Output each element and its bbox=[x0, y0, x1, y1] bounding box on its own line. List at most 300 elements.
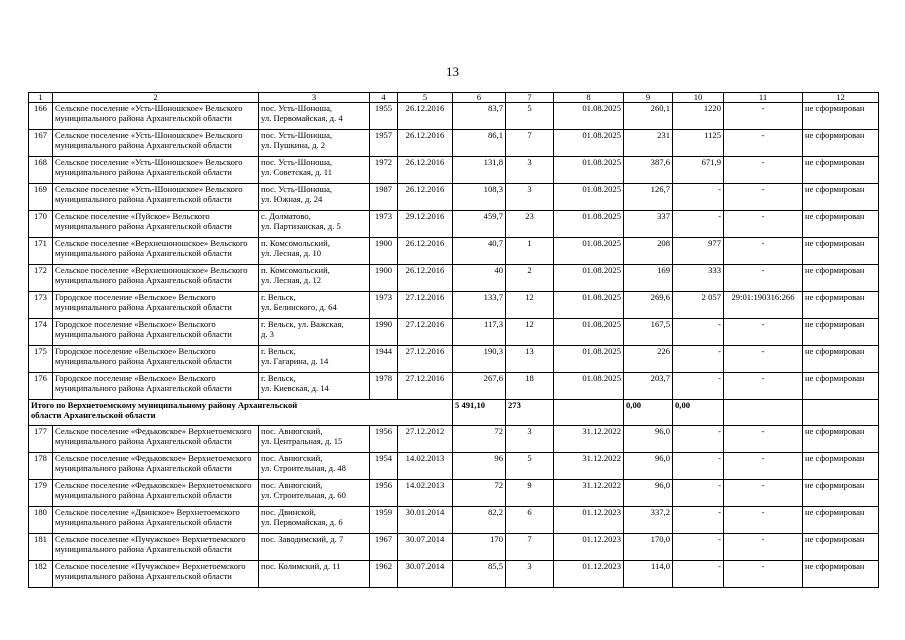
address-line: п. Комсомольский, bbox=[261, 265, 330, 275]
year-cell: 1944 bbox=[370, 346, 398, 373]
col9-cell: 387,6 bbox=[624, 157, 673, 184]
date-cell: 14.02.2013 bbox=[398, 453, 453, 480]
area-cell: 459,7 bbox=[453, 211, 506, 238]
row-number: 169 bbox=[29, 184, 53, 211]
status-cell: не сформирован bbox=[803, 561, 879, 588]
column-number: 6 bbox=[453, 93, 506, 103]
total-col10: 0,00 bbox=[673, 400, 724, 426]
year-cell: 1962 bbox=[370, 561, 398, 588]
col9-cell: 169 bbox=[624, 265, 673, 292]
people-cell: 12 bbox=[506, 292, 554, 319]
people-cell: 9 bbox=[506, 480, 554, 507]
deadline-cell: 01.08.2025 bbox=[554, 292, 624, 319]
cadastral-cell: - bbox=[724, 211, 803, 238]
cadastral-cell: - bbox=[724, 130, 803, 157]
settlement-line: муниципального района Архангельской области bbox=[55, 194, 232, 205]
table-row bbox=[29, 426, 879, 453]
total-empty bbox=[803, 400, 879, 426]
year-cell: 1978 bbox=[370, 373, 398, 400]
table-row bbox=[29, 346, 879, 373]
col9-cell: 96,0 bbox=[624, 453, 673, 480]
settlement-line: Сельское поселение «Усть-Шоношское» Вельского bbox=[55, 184, 243, 194]
cadastral-cell: 29:01:190316:266 bbox=[724, 292, 803, 319]
year-cell: 1900 bbox=[370, 265, 398, 292]
settlement-line: Сельское поселение «Пучужское» Верхнетоемского bbox=[55, 561, 246, 571]
date-cell: 27.12.2012 bbox=[398, 426, 453, 453]
date-cell: 29.12.2016 bbox=[398, 211, 453, 238]
row-number: 173 bbox=[29, 292, 53, 319]
settlement-line: Сельское поселение «Федьковское» Верхнетоемского bbox=[55, 480, 252, 490]
status-cell: не сформирован bbox=[803, 426, 879, 453]
address-cell bbox=[259, 426, 370, 453]
deadline-cell: 01.12.2023 bbox=[554, 507, 624, 534]
settlement-line: Сельское поселение «Верхнешоношское» Вельского bbox=[55, 265, 248, 275]
col10-cell: - bbox=[673, 373, 724, 400]
status-cell: не сформирован bbox=[803, 453, 879, 480]
address-line: пос. Авнюгский, bbox=[261, 426, 323, 436]
col10-cell: - bbox=[673, 453, 724, 480]
col9-cell: 226 bbox=[624, 346, 673, 373]
status-cell: не сформирован bbox=[803, 184, 879, 211]
address-cell bbox=[259, 319, 370, 346]
people-cell: 7 bbox=[506, 534, 554, 561]
col10-cell: 333 bbox=[673, 265, 724, 292]
settlement-line: муниципального района Архангельской области bbox=[55, 329, 232, 340]
settlement-line: Сельское поселение «Усть-Шоношское» Вельского bbox=[55, 130, 243, 140]
address-line: ул. Киевская, д. 14 bbox=[261, 383, 329, 394]
area-cell: 85,5 bbox=[453, 561, 506, 588]
settlement-cell bbox=[53, 211, 259, 238]
cadastral-cell: - bbox=[724, 184, 803, 211]
row-number: 171 bbox=[29, 238, 53, 265]
cadastral-cell: - bbox=[724, 319, 803, 346]
address-cell bbox=[259, 157, 370, 184]
deadline-cell: 31.12.2022 bbox=[554, 480, 624, 507]
people-cell: 3 bbox=[506, 184, 554, 211]
settlement-line: муниципального района Архангельской области bbox=[55, 140, 232, 151]
address-cell bbox=[259, 265, 370, 292]
housing-table bbox=[28, 92, 879, 588]
year-cell: 1900 bbox=[370, 238, 398, 265]
col9-cell: 126,7 bbox=[624, 184, 673, 211]
cadastral-cell: - bbox=[724, 534, 803, 561]
people-cell: 6 bbox=[506, 507, 554, 534]
row-number: 181 bbox=[29, 534, 53, 561]
table-row bbox=[29, 292, 879, 319]
cadastral-cell: - bbox=[724, 157, 803, 184]
area-cell: 86,1 bbox=[453, 130, 506, 157]
row-number: 172 bbox=[29, 265, 53, 292]
cadastral-cell: - bbox=[724, 265, 803, 292]
address-cell bbox=[259, 480, 370, 507]
area-cell: 133,7 bbox=[453, 292, 506, 319]
row-number: 176 bbox=[29, 373, 53, 400]
col9-cell: 337 bbox=[624, 211, 673, 238]
settlement-cell bbox=[53, 561, 259, 588]
row-number: 167 bbox=[29, 130, 53, 157]
status-cell: не сформирован bbox=[803, 319, 879, 346]
column-number: 3 bbox=[259, 93, 370, 103]
people-cell: 13 bbox=[506, 346, 554, 373]
settlement-line: Сельское поселение «Пучужское» Верхнетоемского bbox=[55, 534, 246, 544]
settlement-line: Городское поселение «Вельское» Вельского bbox=[55, 373, 216, 383]
col9-cell: 96,0 bbox=[624, 426, 673, 453]
address-line: ул. Пушкина, д. 2 bbox=[261, 140, 326, 151]
total-empty bbox=[554, 400, 624, 426]
row-number: 178 bbox=[29, 453, 53, 480]
settlement-cell bbox=[53, 373, 259, 400]
year-cell: 1959 bbox=[370, 507, 398, 534]
total-label bbox=[29, 400, 453, 426]
column-number: 11 bbox=[724, 93, 803, 103]
date-cell: 14.02.2013 bbox=[398, 480, 453, 507]
settlement-line: муниципального района Архангельской области bbox=[55, 517, 232, 528]
area-cell: 72 bbox=[453, 426, 506, 453]
row-number: 166 bbox=[29, 103, 53, 130]
cadastral-cell: - bbox=[724, 103, 803, 130]
address-line: пос. Усть-Шоноша, bbox=[261, 103, 333, 113]
address-line: пос. Заводимский, д. 7 bbox=[261, 534, 344, 544]
deadline-cell: 31.12.2022 bbox=[554, 453, 624, 480]
date-cell: 27.12.2016 bbox=[398, 292, 453, 319]
col9-cell: 114,0 bbox=[624, 561, 673, 588]
deadline-cell: 01.08.2025 bbox=[554, 103, 624, 130]
total-empty bbox=[724, 400, 803, 426]
table-row bbox=[29, 157, 879, 184]
status-cell: не сформирован bbox=[803, 238, 879, 265]
address-line: ул. Первомайская, д. 4 bbox=[261, 113, 343, 124]
settlement-line: Сельское поселение «Пуйское» Вельского bbox=[55, 211, 210, 221]
address-cell bbox=[259, 534, 370, 561]
settlement-line: муниципального района Архангельской области bbox=[55, 436, 232, 447]
col10-cell: 1220 bbox=[673, 103, 724, 130]
people-cell: 3 bbox=[506, 561, 554, 588]
date-cell: 30.01.2014 bbox=[398, 507, 453, 534]
address-line: ул. Строительная, д. 48 bbox=[261, 463, 346, 474]
address-line: ул. Белинского, д. 64 bbox=[261, 302, 337, 313]
area-cell: 170 bbox=[453, 534, 506, 561]
address-line: ул. Южная, д. 24 bbox=[261, 194, 323, 205]
address-line: г. Вельск, bbox=[261, 292, 296, 302]
status-cell: не сформирован bbox=[803, 103, 879, 130]
col9-cell: 337,2 bbox=[624, 507, 673, 534]
col9-cell: 96,0 bbox=[624, 480, 673, 507]
year-cell: 1957 bbox=[370, 130, 398, 157]
total-label-line: Итого по Верхнетоемскому муниципальному району Архангельской bbox=[31, 400, 298, 410]
settlement-cell bbox=[53, 184, 259, 211]
col10-cell: - bbox=[673, 561, 724, 588]
settlement-line: муниципального района Архангельской области bbox=[55, 221, 232, 232]
date-cell: 26.12.2016 bbox=[398, 103, 453, 130]
area-cell: 108,3 bbox=[453, 184, 506, 211]
table-row bbox=[29, 561, 879, 588]
year-cell: 1956 bbox=[370, 426, 398, 453]
address-cell bbox=[259, 507, 370, 534]
settlement-line: Городское поселение «Вельское» Вельского bbox=[55, 346, 216, 356]
address-line: с. Долматово, bbox=[261, 211, 311, 221]
address-cell bbox=[259, 103, 370, 130]
settlement-cell bbox=[53, 480, 259, 507]
deadline-cell: 01.08.2025 bbox=[554, 319, 624, 346]
row-number: 174 bbox=[29, 319, 53, 346]
cadastral-cell: - bbox=[724, 373, 803, 400]
deadline-cell: 01.08.2025 bbox=[554, 211, 624, 238]
col10-cell: - bbox=[673, 534, 724, 561]
date-cell: 27.12.2016 bbox=[398, 346, 453, 373]
table-row bbox=[29, 453, 879, 480]
col9-cell: 269,6 bbox=[624, 292, 673, 319]
settlement-line: Сельское поселение «Верхнешоношское» Вельского bbox=[55, 238, 248, 248]
table-row bbox=[29, 534, 879, 561]
deadline-cell: 01.08.2025 bbox=[554, 238, 624, 265]
people-cell: 5 bbox=[506, 103, 554, 130]
address-line: ул. Центральная, д. 15 bbox=[261, 436, 343, 447]
year-cell: 1954 bbox=[370, 453, 398, 480]
settlement-line: Сельское поселение «Усть-Шоношское» Вельского bbox=[55, 157, 243, 167]
status-cell: не сформирован bbox=[803, 373, 879, 400]
col10-cell: 977 bbox=[673, 238, 724, 265]
settlement-line: муниципального района Архангельской области bbox=[55, 275, 232, 286]
col10-cell: - bbox=[673, 346, 724, 373]
status-cell: не сформирован bbox=[803, 346, 879, 373]
settlement-cell bbox=[53, 453, 259, 480]
table-row bbox=[29, 480, 879, 507]
settlement-line: муниципального района Архангельской области bbox=[55, 383, 232, 394]
row-number: 177 bbox=[29, 426, 53, 453]
status-cell: не сформирован bbox=[803, 480, 879, 507]
status-cell: не сформирован bbox=[803, 130, 879, 157]
area-cell: 82,2 bbox=[453, 507, 506, 534]
settlement-line: Сельское поселение «Федьковское» Верхнетоемского bbox=[55, 426, 252, 436]
total-people: 273 bbox=[506, 400, 554, 426]
col10-cell: - bbox=[673, 426, 724, 453]
status-cell: не сформирован bbox=[803, 265, 879, 292]
row-number: 170 bbox=[29, 211, 53, 238]
settlement-cell bbox=[53, 265, 259, 292]
address-cell bbox=[259, 561, 370, 588]
date-cell: 26.12.2016 bbox=[398, 184, 453, 211]
settlement-line: муниципального района Архангельской области bbox=[55, 490, 232, 501]
settlement-line: Сельское поселение «Двинское» Верхнетоемского bbox=[55, 507, 240, 517]
table-row bbox=[29, 130, 879, 157]
address-cell bbox=[259, 130, 370, 157]
column-number: 5 bbox=[398, 93, 453, 103]
col10-cell: - bbox=[673, 184, 724, 211]
cadastral-cell: - bbox=[724, 561, 803, 588]
deadline-cell: 01.12.2023 bbox=[554, 534, 624, 561]
year-cell: 1973 bbox=[370, 211, 398, 238]
total-area: 5 491,10 bbox=[453, 400, 506, 426]
table-row bbox=[29, 184, 879, 211]
cadastral-cell: - bbox=[724, 453, 803, 480]
date-cell: 27.12.2016 bbox=[398, 373, 453, 400]
address-cell bbox=[259, 292, 370, 319]
address-cell bbox=[259, 373, 370, 400]
deadline-cell: 01.08.2025 bbox=[554, 346, 624, 373]
address-line: ул. Гагарина, д. 14 bbox=[261, 356, 329, 367]
address-line: д. 3 bbox=[261, 329, 274, 340]
address-line: ул. Строительная, д. 60 bbox=[261, 490, 346, 501]
column-number: 2 bbox=[53, 93, 259, 103]
people-cell: 12 bbox=[506, 319, 554, 346]
address-cell bbox=[259, 211, 370, 238]
settlement-cell bbox=[53, 319, 259, 346]
address-line: пос. Колимский, д. 11 bbox=[261, 561, 341, 571]
year-cell: 1967 bbox=[370, 534, 398, 561]
deadline-cell: 01.08.2025 bbox=[554, 373, 624, 400]
address-line: ул. Лесная, д. 12 bbox=[261, 275, 322, 286]
area-cell: 117,3 bbox=[453, 319, 506, 346]
people-cell: 3 bbox=[506, 157, 554, 184]
page-number: 13 bbox=[446, 64, 459, 79]
address-line: п. Комсомольский, bbox=[261, 238, 330, 248]
status-cell: не сформирован bbox=[803, 534, 879, 561]
table-row bbox=[29, 319, 879, 346]
status-cell: не сформирован bbox=[803, 157, 879, 184]
date-cell: 30.07.2014 bbox=[398, 561, 453, 588]
area-cell: 40,7 bbox=[453, 238, 506, 265]
status-cell: не сформирован bbox=[803, 507, 879, 534]
row-number: 179 bbox=[29, 480, 53, 507]
address-line: г. Вельск, bbox=[261, 346, 296, 356]
column-number-row bbox=[29, 93, 879, 103]
settlement-line: муниципального района Архангельской области bbox=[55, 571, 232, 582]
table-row bbox=[29, 103, 879, 130]
address-line: г. Вельск, ул. Важская, bbox=[261, 319, 344, 329]
year-cell: 1956 bbox=[370, 480, 398, 507]
cadastral-cell: - bbox=[724, 480, 803, 507]
table-row bbox=[29, 211, 879, 238]
deadline-cell: 01.08.2025 bbox=[554, 184, 624, 211]
deadline-cell: 31.12.2022 bbox=[554, 426, 624, 453]
date-cell: 26.12.2016 bbox=[398, 265, 453, 292]
address-line: г. Вельск, bbox=[261, 373, 296, 383]
year-cell: 1973 bbox=[370, 292, 398, 319]
address-cell bbox=[259, 238, 370, 265]
col10-cell: 2 057 bbox=[673, 292, 724, 319]
settlement-cell bbox=[53, 130, 259, 157]
deadline-cell: 01.08.2025 bbox=[554, 130, 624, 157]
settlement-line: муниципального района Архангельской области bbox=[55, 463, 232, 474]
row-number: 175 bbox=[29, 346, 53, 373]
col10-cell: - bbox=[673, 319, 724, 346]
date-cell: 27.12.2016 bbox=[398, 319, 453, 346]
year-cell: 1955 bbox=[370, 103, 398, 130]
settlement-cell bbox=[53, 426, 259, 453]
address-line: ул. Лесная, д. 10 bbox=[261, 248, 322, 259]
column-number: 7 bbox=[506, 93, 554, 103]
address-line: ул. Советская, д. 11 bbox=[261, 167, 333, 178]
address-line: ул. Партизанская, д. 5 bbox=[261, 221, 341, 232]
date-cell: 26.12.2016 bbox=[398, 238, 453, 265]
settlement-cell bbox=[53, 157, 259, 184]
date-cell: 26.12.2016 bbox=[398, 157, 453, 184]
col9-cell: 208 bbox=[624, 238, 673, 265]
settlement-line: Сельское поселение «Усть-Шоношское» Вельского bbox=[55, 103, 243, 113]
row-number: 180 bbox=[29, 507, 53, 534]
address-line: пос. Усть-Шоноша, bbox=[261, 157, 333, 167]
year-cell: 1987 bbox=[370, 184, 398, 211]
settlement-cell bbox=[53, 534, 259, 561]
people-cell: 1 bbox=[506, 238, 554, 265]
col9-cell: 231 bbox=[624, 130, 673, 157]
col10-cell: - bbox=[673, 507, 724, 534]
area-cell: 190,3 bbox=[453, 346, 506, 373]
address-line: пос. Усть-Шоноша, bbox=[261, 130, 333, 140]
area-cell: 131,8 bbox=[453, 157, 506, 184]
row-number: 168 bbox=[29, 157, 53, 184]
status-cell: не сформирован bbox=[803, 292, 879, 319]
area-cell: 267,6 bbox=[453, 373, 506, 400]
area-cell: 40 bbox=[453, 265, 506, 292]
settlement-line: муниципального района Архангельской области bbox=[55, 302, 232, 313]
cadastral-cell: - bbox=[724, 507, 803, 534]
col10-cell: 1125 bbox=[673, 130, 724, 157]
settlement-cell bbox=[53, 238, 259, 265]
column-number: 12 bbox=[803, 93, 879, 103]
column-number: 9 bbox=[624, 93, 673, 103]
settlement-line: муниципального района Архангельской области bbox=[55, 167, 232, 178]
cadastral-cell: - bbox=[724, 238, 803, 265]
date-cell: 26.12.2016 bbox=[398, 130, 453, 157]
area-cell: 83,7 bbox=[453, 103, 506, 130]
table-row bbox=[29, 265, 879, 292]
cadastral-cell: - bbox=[724, 426, 803, 453]
table-row bbox=[29, 507, 879, 534]
settlement-line: Сельское поселение «Федьковское» Верхнетоемского bbox=[55, 453, 252, 463]
total-row bbox=[29, 400, 879, 426]
settlement-line: Городское поселение «Вельское» Вельского bbox=[55, 319, 216, 329]
column-number: 10 bbox=[673, 93, 724, 103]
settlement-cell bbox=[53, 103, 259, 130]
settlement-line: муниципального района Архангельской области bbox=[55, 248, 232, 259]
address-cell bbox=[259, 346, 370, 373]
total-col9: 0,00 bbox=[624, 400, 673, 426]
address-line: пос. Авнюгский, bbox=[261, 453, 323, 463]
settlement-cell bbox=[53, 507, 259, 534]
year-cell: 1990 bbox=[370, 319, 398, 346]
settlement-line: муниципального района Архангельской области bbox=[55, 356, 232, 367]
total-label-line: области Архангельской области bbox=[31, 410, 156, 421]
column-number: 4 bbox=[370, 93, 398, 103]
settlement-line: муниципального района Архангельской области bbox=[55, 544, 232, 555]
col9-cell: 167,5 bbox=[624, 319, 673, 346]
people-cell: 2 bbox=[506, 265, 554, 292]
table-row bbox=[29, 373, 879, 400]
address-cell bbox=[259, 184, 370, 211]
address-line: пос. Авнюгский, bbox=[261, 480, 323, 490]
col9-cell: 203,7 bbox=[624, 373, 673, 400]
address-line: пос. Усть-Шоноша, bbox=[261, 184, 333, 194]
deadline-cell: 01.08.2025 bbox=[554, 265, 624, 292]
people-cell: 5 bbox=[506, 453, 554, 480]
settlement-cell bbox=[53, 292, 259, 319]
status-cell: не сформирован bbox=[803, 211, 879, 238]
col10-cell: - bbox=[673, 211, 724, 238]
cadastral-cell: - bbox=[724, 346, 803, 373]
people-cell: 7 bbox=[506, 130, 554, 157]
people-cell: 3 bbox=[506, 426, 554, 453]
col9-cell: 260,1 bbox=[624, 103, 673, 130]
column-number: 8 bbox=[554, 93, 624, 103]
date-cell: 30.07.2014 bbox=[398, 534, 453, 561]
year-cell: 1972 bbox=[370, 157, 398, 184]
col10-cell: 671,9 bbox=[673, 157, 724, 184]
area-cell: 96 bbox=[453, 453, 506, 480]
column-number: 1 bbox=[29, 93, 53, 103]
area-cell: 72 bbox=[453, 480, 506, 507]
col10-cell: - bbox=[673, 480, 724, 507]
